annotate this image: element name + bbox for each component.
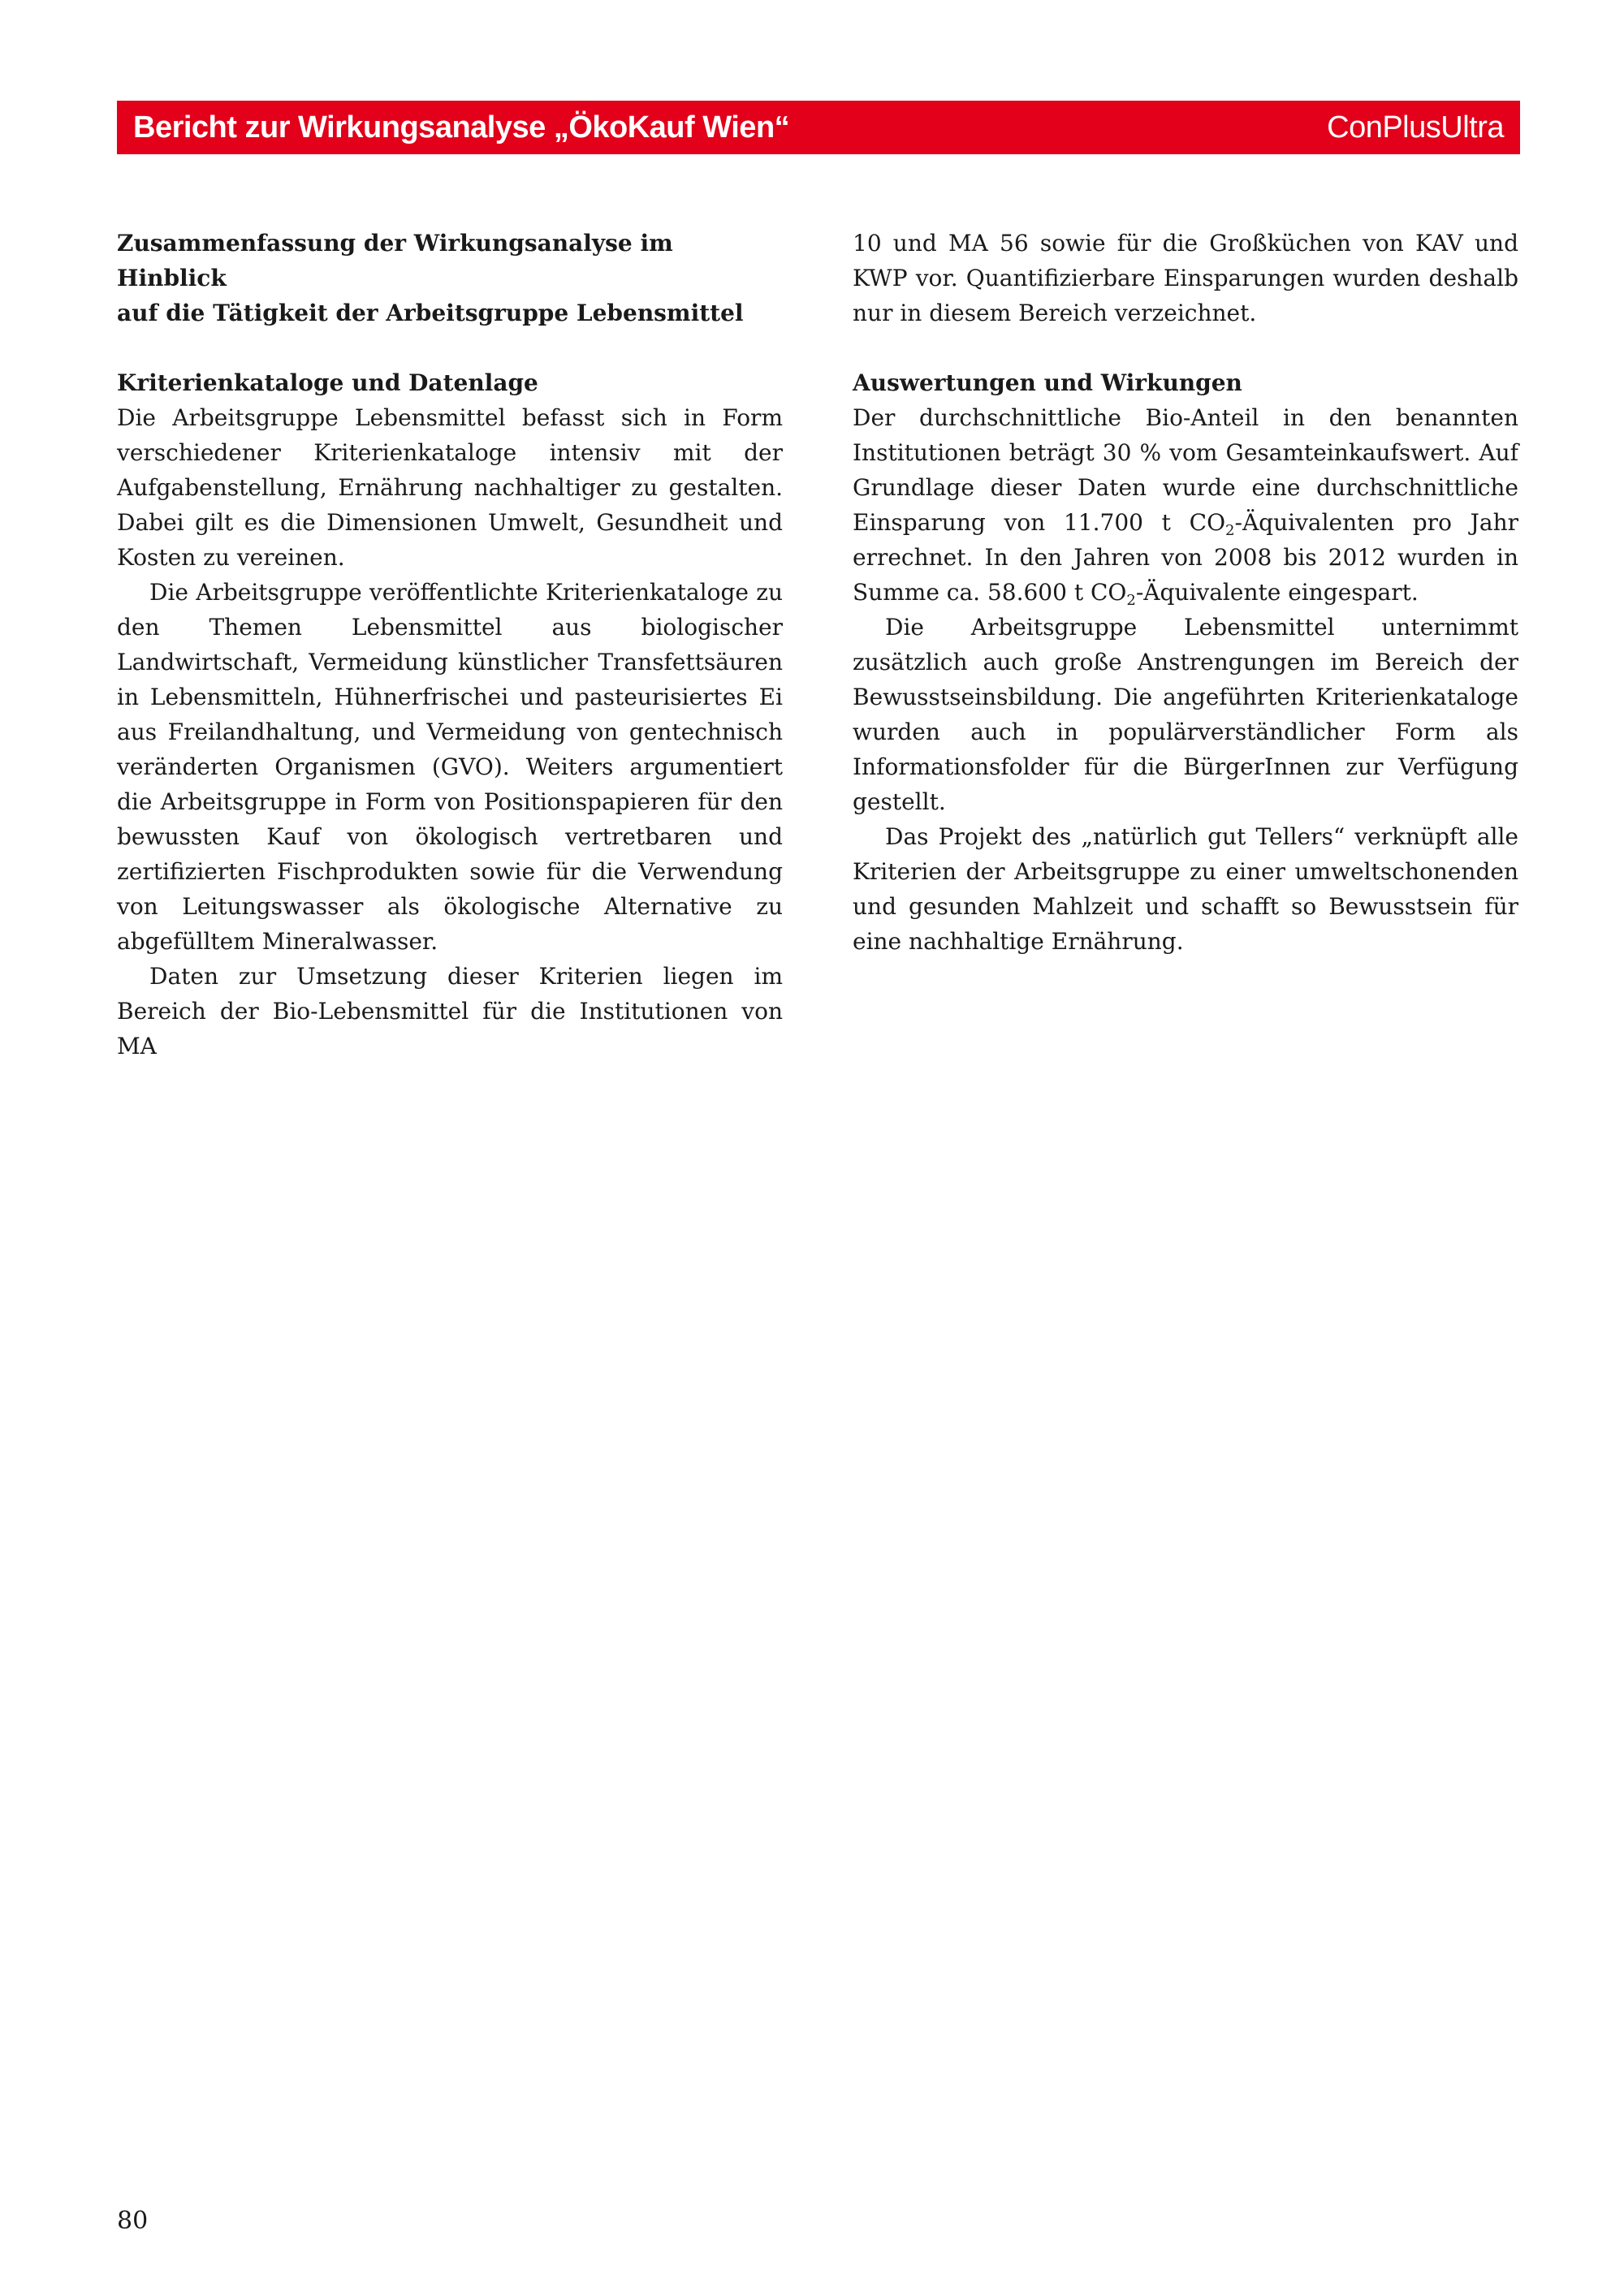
document-heading <box>117 226 783 330</box>
paragraph-datenlage-continued: 10 und MA 56 sowie für die Großküchen von KAV und KWP vor. Quantifizierbare Einsparungen wurden deshalb nur in diesem Bereich verzeichnet. <box>853 230 1518 326</box>
paragraph-auswertungen <box>853 400 1518 610</box>
paragraph-intro: Die Arbeitsgruppe Lebensmittel befasst sich in Form verschiedener Kriterienkataloge intensiv mit der Aufgabenstellung, Ernährung nachhaltiger zu gestalten. Dabei gilt es die Dimensionen Umwelt, Gesundheit und Kosten zu vereinen. <box>117 404 783 571</box>
co2-subscript-2: 2 <box>1126 592 1136 609</box>
paragraph-kriterienkataloge: Die Arbeitsgruppe veröffentlichte Kriterienkataloge zu den Themen Lebensmittel aus biologischer Landwirtschaft, Vermeidung künstlicher Transfettsäuren in Lebensmitteln, Hühnerfrischei und pasteurisiertes Ei aus Freilandhaltung, und Vermeidung von gentechnisch veränderten Organismen (GVO). Weiters argumentiert die Arbeitsgruppe in Form von Positionspapieren für den bewussten Kauf von ökologisch vertretbaren und zertifizierten Fischprodukten sowie für die Verwendung von Leitungswasser als ökologische Alternative zu abgefülltem Mineralwasser. <box>117 579 783 955</box>
paragraph-natuerlich-gut-teller: Das Projekt des „natürlich gut Tellers“ verknüpft alle Kriterien der Arbeitsgruppe zu einer umweltschonenden und gesunden Mahlzeit und schafft so Bewusstsein für eine nachhaltige Ernährung. <box>853 823 1518 955</box>
paragraph-datenlage: Daten zur Umsetzung dieser Kriterien liegen im Bereich der Bio-Lebensmittel für die Institutionen von MA <box>117 963 783 1060</box>
co2-text-part-3: -Äquivalente eingespart. <box>1135 579 1419 606</box>
co2-text-part-1: Der durchschnittliche Bio-Anteil in den benannten Institutionen beträgt 30 % vom Gesamteinkaufswert. Auf Grundlage dieser Daten wurde eine durchschnittliche Einsparung von 11.700 t CO <box>853 404 1518 536</box>
left-column <box>117 226 783 1064</box>
page-number: 80 <box>117 2207 149 2235</box>
document-heading-line-1: Zusammenfassung der Wirkungsanalyse im Hinblick <box>117 230 673 291</box>
section-heading-kriterienkataloge: Kriterienkataloge und Datenlage <box>117 369 538 396</box>
co2-subscript-1: 2 <box>1225 522 1235 539</box>
header-bar <box>117 101 1520 154</box>
document-heading-line-2: auf die Tätigkeit der Arbeitsgruppe Lebensmittel <box>117 300 744 326</box>
brand-name: ConPlusUltra <box>1327 110 1504 145</box>
co2-text-part-2: -Äquivalenten pro Jahr errechnet. In den Jahren von 2008 bis 2012 wurden in Summe ca. 58.600 t CO <box>853 509 1518 606</box>
paragraph-bewusstseinsbildung: Die Arbeitsgruppe Lebensmittel unternimmt zusätzlich auch große Anstrengungen im Bereich der Bewusstseinsbildung. Die angeführten Kriterienkataloge wurden auch in populärverständlicher Form als Informationsfolder für die BürgerInnen zur Verfügung gestellt. <box>853 614 1518 815</box>
right-column <box>853 226 1518 959</box>
section-heading-auswertungen: Auswertungen und Wirkungen <box>853 369 1242 396</box>
report-title: Bericht zur Wirkungsanalyse „ÖkoKauf Wien“ <box>133 110 790 145</box>
